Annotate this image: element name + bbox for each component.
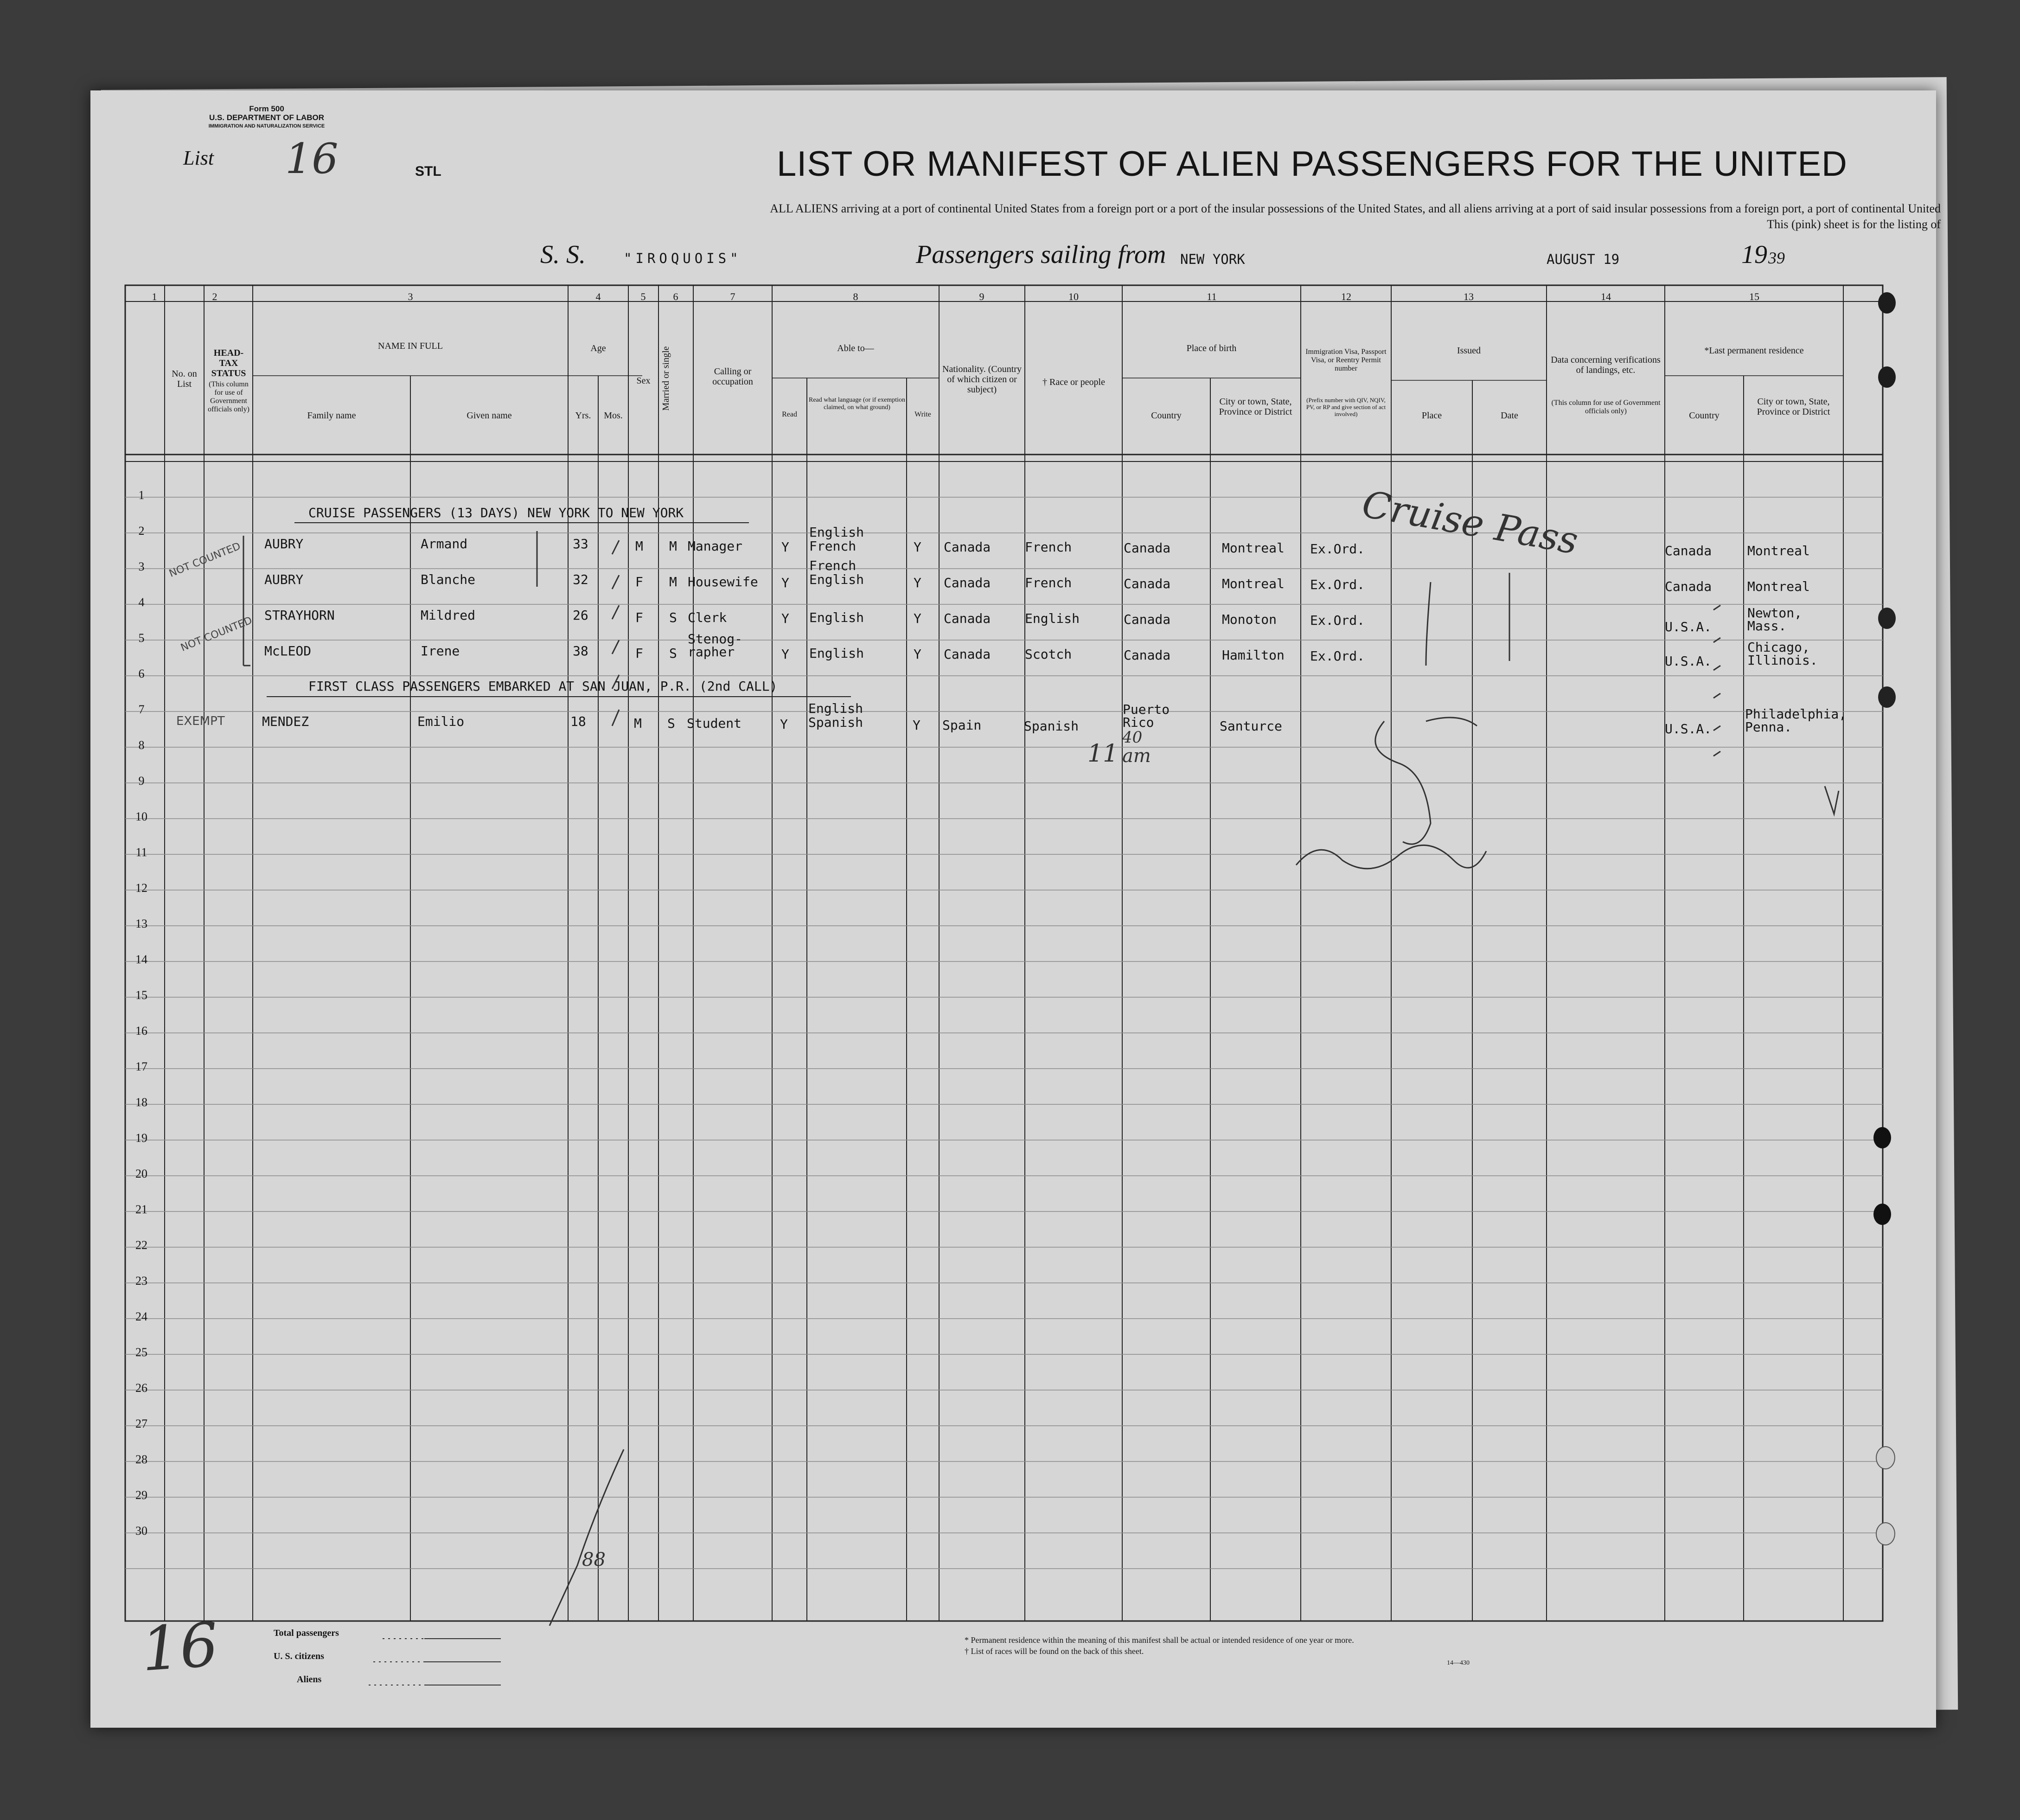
row-number: 20	[135, 1167, 147, 1180]
row-number: 10	[135, 810, 147, 823]
header-age: Age	[590, 343, 606, 353]
row-number: 18	[135, 1096, 147, 1109]
ship-name: "IROQUOIS"	[624, 250, 742, 266]
read-language-1: English	[809, 610, 864, 625]
manifest-page	[90, 90, 1941, 1728]
department-name: U.S. DEPARTMENT OF LABOR	[209, 113, 325, 122]
occupation: Housewife	[688, 574, 758, 590]
header-read-language: Read what language (or if exemption claimed, on what ground)	[809, 397, 905, 411]
birth-city: Hamilton	[1222, 647, 1285, 663]
us-citizens-label: U. S. citizens	[274, 1651, 324, 1661]
row-number: 23	[135, 1274, 147, 1288]
header-able-to: Able to—	[837, 343, 874, 353]
row-number: 16	[135, 1024, 147, 1038]
not-counted-stamp: NOT COUNTED	[179, 615, 254, 654]
occupation: Clerk	[688, 610, 727, 625]
header-given-name: Given name	[467, 410, 512, 421]
residence-city-line-2: Illinois.	[1747, 653, 1818, 668]
nationality: Canada	[944, 611, 991, 626]
row-number: 11	[135, 846, 147, 859]
not-counted-stamp: NOT COUNTED	[167, 540, 243, 580]
section-header-first-class: FIRST CLASS PASSENGERS EMBARKED AT SAN JUAN, P.R. (2nd CALL)	[308, 679, 778, 694]
race: Spanish	[1024, 718, 1079, 734]
birth-country-line-2: Rico	[1123, 715, 1154, 730]
age-years: 32	[573, 572, 588, 587]
can-write: Y	[914, 647, 921, 662]
binder-hole	[1878, 608, 1896, 629]
occupation: Student	[687, 716, 742, 731]
row-number: 27	[135, 1417, 147, 1430]
nationality: Spain	[942, 718, 982, 733]
family-name: McLEOD	[264, 643, 312, 659]
family-name: MENDEZ	[262, 714, 309, 729]
marital-status: S	[669, 646, 677, 661]
footnote-races: † List of races will be found on the back of this sheet.	[965, 1647, 1144, 1656]
given-name: Mildred	[421, 608, 476, 623]
visa: Ex.Ord.	[1310, 613, 1365, 628]
column-number: 15	[1749, 291, 1759, 302]
column-number: 10	[1068, 291, 1079, 302]
header-name-in-full: NAME IN FULL	[378, 341, 443, 351]
birth-country: Canada	[1124, 576, 1171, 591]
header-landings: Data concerning verifications of landings, etc.	[1551, 355, 1661, 375]
family-name: STRAYHORN	[264, 608, 335, 623]
year-prefix: 19	[1741, 240, 1767, 269]
service-name: IMMIGRATION AND NATURALIZATION SERVICE	[208, 123, 325, 129]
age-years: 38	[573, 643, 588, 659]
residence-city-line-2: Penna.	[1745, 719, 1792, 735]
row-number: 24	[135, 1310, 147, 1323]
header-visa-note: (Prefix number with QIV, NQIV, PV, or RP and give section of act involved)	[1306, 397, 1386, 417]
list-stamp: STL	[415, 164, 441, 179]
age-years: 18	[570, 714, 586, 729]
binder-hole	[1873, 1204, 1891, 1225]
birth-country: Canada	[1124, 647, 1171, 663]
family-name: AUBRY	[264, 572, 304, 587]
binder-hole	[1876, 1446, 1895, 1469]
header-issued-date: Date	[1501, 410, 1518, 421]
column-number: 8	[853, 291, 858, 302]
can-read: Y	[780, 717, 788, 732]
row-number: 28	[135, 1453, 147, 1466]
residence-country: Canada	[1665, 543, 1712, 558]
column-number: 12	[1341, 291, 1351, 302]
visa: Ex.Ord.	[1310, 541, 1365, 557]
subtitle-line-2: This (pink) sheet is for the listing of	[1767, 218, 1941, 231]
nationality: Canada	[944, 647, 991, 662]
race: Scotch	[1025, 647, 1072, 662]
race: English	[1025, 611, 1080, 626]
row-number: 6	[138, 667, 145, 680]
residence-city: Philadelphia,	[1745, 706, 1847, 722]
header-issued-place: Place	[1421, 410, 1442, 421]
given-name: Blanche	[421, 572, 476, 587]
given-name: Emilio	[417, 714, 465, 729]
birth-city: Montreal	[1222, 576, 1285, 591]
form-number: Form 500	[249, 104, 284, 113]
header-last-residence: *Last permanent residence	[1704, 346, 1804, 356]
handwritten-hour: 11	[1087, 740, 1119, 768]
row-number: 19	[135, 1131, 147, 1145]
list-number: 16	[285, 135, 339, 183]
column-number: 13	[1464, 291, 1474, 302]
header-nationality: Nationality. (Country of which citizen or subject)	[942, 364, 1022, 395]
row-number: 9	[138, 774, 145, 788]
row-number: 13	[135, 917, 147, 930]
sex: F	[635, 610, 643, 625]
row-number: 29	[135, 1488, 147, 1502]
page-title: LIST OR MANIFEST OF ALIEN PASSENGERS FOR THE UNITED	[777, 144, 1847, 184]
header-no-on-list: No. on List	[172, 369, 197, 389]
sailing-label: Passengers sailing from	[916, 240, 1166, 269]
sex: F	[635, 574, 643, 590]
residence-city: Chicago,	[1747, 640, 1810, 655]
departure-port: NEW YORK	[1180, 251, 1245, 267]
marital-status: S	[667, 716, 675, 731]
row-number: 3	[138, 560, 145, 573]
row-number: 30	[135, 1524, 147, 1538]
visa: Ex.Ord.	[1310, 577, 1365, 592]
list-label: List	[183, 147, 214, 169]
departure-date: AUGUST 19	[1547, 251, 1620, 267]
can-read: Y	[781, 611, 789, 626]
handwritten-am: am	[1122, 745, 1151, 767]
residence-city: Newton,	[1747, 605, 1803, 621]
read-language-2: French	[809, 538, 857, 554]
occupation: Manager	[688, 538, 743, 554]
column-number: 7	[730, 291, 735, 302]
header-calling: Calling or occupation	[712, 366, 753, 387]
header-landings-note: (This column for use of Government officials only)	[1551, 399, 1661, 415]
year-suffix: 39	[1768, 249, 1785, 267]
race: French	[1025, 539, 1072, 555]
residence-city: Montreal	[1747, 543, 1810, 558]
row-number: 15	[135, 988, 147, 1002]
residence-country: U.S.A.	[1665, 619, 1712, 634]
form-code: 14—430	[1447, 1660, 1470, 1666]
row-number: 5	[138, 631, 145, 645]
header-read: Read	[782, 410, 797, 418]
birth-city: Montreal	[1222, 540, 1285, 556]
column-number: 11	[1207, 291, 1217, 302]
header-head-tax-note: (This column for use of Government officials only)	[208, 380, 249, 413]
column-number: 5	[640, 291, 646, 302]
column-number: 2	[212, 291, 217, 302]
marital-status: S	[669, 610, 677, 625]
can-read: Y	[781, 575, 789, 590]
header-age-months: Mos.	[604, 410, 623, 421]
header-age-years: Yrs.	[575, 410, 591, 421]
birth-country: Canada	[1124, 540, 1171, 556]
row-number: 25	[135, 1346, 147, 1359]
birth-city: Monoton	[1222, 612, 1277, 627]
residence-country: U.S.A.	[1665, 721, 1712, 737]
column-number: 1	[152, 291, 157, 302]
row-number: 21	[135, 1203, 147, 1216]
section-header-cruise: CRUISE PASSENGERS (13 DAYS) NEW YORK TO NEW YORK	[308, 505, 684, 520]
read-language-2: Spanish	[808, 715, 863, 730]
can-write: Y	[914, 539, 921, 555]
binder-hole	[1878, 292, 1896, 314]
header-write: Write	[914, 410, 931, 418]
margin-list-number: 16	[139, 1609, 221, 1685]
read-language-1: French	[809, 558, 857, 573]
birth-country: Puerto	[1123, 702, 1170, 717]
row-number: 22	[135, 1238, 147, 1252]
read-language-1: English	[808, 701, 863, 716]
header-race: † Race or people	[1042, 377, 1105, 387]
header-birth-country: Country	[1151, 410, 1182, 421]
row-number: 14	[135, 953, 147, 966]
family-name: AUBRY	[264, 536, 304, 551]
row-number: 8	[138, 738, 145, 752]
read-language-2: English	[809, 572, 864, 587]
header-family-name: Family name	[307, 410, 356, 421]
sex: M	[635, 538, 643, 554]
footer-lines	[90, 90, 1936, 1728]
given-name: Armand	[421, 536, 468, 551]
nationality: Canada	[944, 539, 991, 555]
nationality: Canada	[944, 575, 991, 590]
row-number: 26	[135, 1381, 147, 1395]
header-married-single: Married or single	[661, 346, 671, 411]
row-number: 7	[138, 703, 145, 716]
exempt-stamp: EXEMPT	[176, 714, 225, 728]
subtitle-line-1: ALL ALIENS arriving at a port of continental United States from a foreign port or a port of the insular possessions of the United States, and all aliens arriving at a port of said insular possessions from a foreign port, a port of continental United	[770, 202, 1941, 215]
column-number: 4	[595, 291, 601, 302]
occupation: Stenog-	[688, 631, 743, 647]
count-note: 88	[582, 1549, 606, 1570]
header-place-of-birth: Place of birth	[1186, 343, 1237, 353]
occupation-line-2: rapher	[688, 644, 735, 660]
age-years: 26	[573, 608, 588, 623]
residence-country: Canada	[1665, 579, 1712, 594]
total-passengers-label: Total passengers	[274, 1628, 339, 1638]
given-name: Irene	[421, 643, 460, 659]
residence-city-line-2: Mass.	[1747, 618, 1787, 634]
header-issued: Issued	[1457, 346, 1481, 356]
header-sex: Sex	[636, 376, 651, 386]
birth-city: Santurce	[1220, 718, 1282, 734]
race: French	[1025, 575, 1072, 590]
visa: Ex.Ord.	[1310, 648, 1365, 664]
binder-hole	[1878, 686, 1896, 708]
age-years: 33	[573, 536, 588, 551]
cruise-pass-note: Cruise Pass	[1359, 482, 1581, 563]
sex: M	[634, 716, 642, 731]
header-head-tax: HEAD-TAX STATUS	[211, 348, 246, 378]
residence-country: U.S.A.	[1665, 654, 1712, 669]
footnote-residence: * Permanent residence within the meaning of this manifest shall be actual or intended residence of one year or more.	[965, 1635, 1354, 1645]
can-write: Y	[913, 718, 921, 733]
ss-label: S. S.	[540, 240, 586, 269]
binder-hole	[1873, 1127, 1891, 1148]
aliens-label: Aliens	[297, 1674, 322, 1685]
can-write: Y	[914, 611, 921, 626]
column-number: 9	[979, 291, 984, 302]
column-number: 6	[673, 291, 678, 302]
column-number: 14	[1601, 291, 1611, 302]
marital-status: M	[669, 574, 677, 590]
sex: F	[635, 646, 643, 661]
read-language-1: English	[809, 525, 864, 540]
can-write: Y	[914, 575, 921, 590]
row-number: 12	[135, 881, 147, 895]
read-language-1: English	[809, 646, 864, 661]
binder-hole	[1876, 1522, 1895, 1545]
header-residence-city: City or town, State, Province or District	[1757, 397, 1830, 417]
residence-city: Montreal	[1747, 579, 1810, 594]
can-read: Y	[781, 539, 789, 555]
binder-hole	[1878, 366, 1896, 388]
header-visa: Immigration Visa, Passport Visa, or Reentry Permit number	[1305, 348, 1387, 372]
header-residence-country: Country	[1689, 410, 1720, 421]
header-birth-city: City or town, State, Province or District	[1219, 397, 1292, 417]
can-read: Y	[781, 647, 789, 662]
handwritten-minutes: 40	[1122, 728, 1143, 747]
column-number: 3	[408, 291, 413, 302]
birth-country: Canada	[1124, 612, 1171, 627]
row-number: 17	[135, 1060, 147, 1073]
row-number: 1	[138, 488, 145, 502]
row-number: 2	[138, 524, 145, 538]
marital-status: M	[669, 538, 677, 554]
row-number: 4	[138, 596, 145, 609]
